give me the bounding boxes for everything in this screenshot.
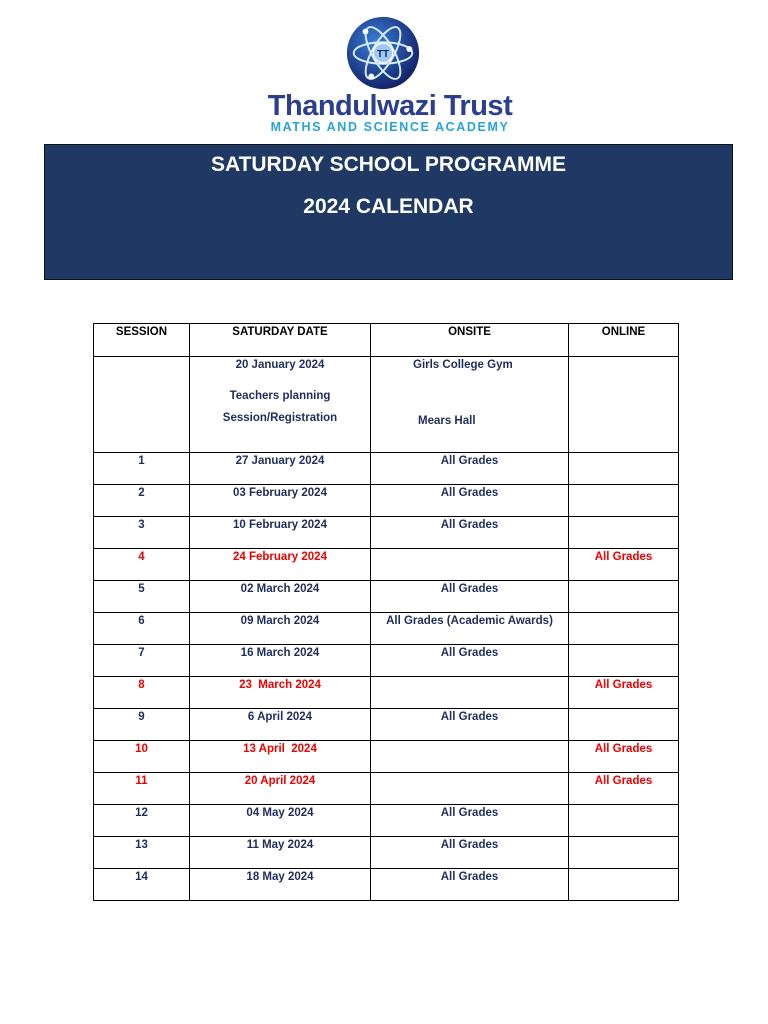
banner-subtitle: 2024 CALENDAR [303,195,474,218]
logo [0,10,768,135]
planning-date-cell [190,357,371,453]
onsite-cell: All Grades [371,837,569,869]
session-cell: 4 [94,549,190,581]
date-cell: 6 April 2024 [190,709,371,741]
onsite-cell: All Grades [371,517,569,549]
online-cell [569,805,679,837]
date-cell: 16 March 2024 [190,645,371,677]
onsite-cell: All Grades [371,869,569,901]
header-date: SATURDAY DATE [190,324,371,357]
table-row-planning [94,357,679,453]
table-row [94,453,679,485]
online-cell [569,517,679,549]
date-cell: 04 May 2024 [190,805,371,837]
table-row [94,645,679,677]
header-onsite: ONSITE [371,324,569,357]
date-cell: 24 February 2024 [190,549,371,581]
banner-title: SATURDAY SCHOOL PROGRAMME [210,153,567,176]
title-banner [44,144,733,280]
online-cell [569,613,679,645]
session-cell: 12 [94,805,190,837]
online-cell: All Grades [569,549,679,581]
header-online: ONLINE [569,324,679,357]
table-row [94,613,679,645]
online-cell [569,581,679,613]
organization-subtitle: MATHS AND SCIENCE ACADEMY [270,120,510,134]
planning-date: 20 January 2024 [235,359,325,371]
table-row [94,805,679,837]
organization-name: Thandulwazi Trust [267,90,513,122]
online-cell [569,453,679,485]
session-cell: 14 [94,869,190,901]
onsite-cell: All Grades (Academic Awards) [371,613,569,645]
online-cell: All Grades [569,741,679,773]
table-row [94,837,679,869]
table-row [94,549,679,581]
session-cell: 2 [94,485,190,517]
onsite-cell: All Grades [371,645,569,677]
planning-note-line2: Session/Registration [222,412,338,424]
session-cell: 11 [94,773,190,805]
emblem-text: TT [377,48,389,60]
onsite-cell: All Grades [371,453,569,485]
table-row [94,773,679,805]
table-row [94,581,679,613]
table-row [94,485,679,517]
header-session: SESSION [94,324,190,357]
onsite-cell: All Grades [371,485,569,517]
onsite-cell: All Grades [371,805,569,837]
online-cell [569,837,679,869]
session-cell: 10 [94,741,190,773]
date-cell: 10 February 2024 [190,517,371,549]
date-cell: 23 March 2024 [190,677,371,709]
date-cell: 09 March 2024 [190,613,371,645]
session-cell: 1 [94,453,190,485]
onsite-cell [371,677,569,709]
planning-onsite-cell [371,357,569,453]
session-cell: 6 [94,613,190,645]
date-cell: 03 February 2024 [190,485,371,517]
date-cell: 02 March 2024 [190,581,371,613]
session-cell: 9 [94,709,190,741]
online-cell [569,869,679,901]
table-row [94,517,679,549]
table-header-row [94,324,679,357]
planning-onsite-line2: Mears Hall [418,415,476,427]
online-cell: All Grades [569,677,679,709]
session-cell: 5 [94,581,190,613]
table-row [94,869,679,901]
onsite-cell [371,773,569,805]
date-cell: 13 April 2024 [190,741,371,773]
onsite-cell [371,741,569,773]
planning-onsite-line1: Girls College Gym [413,359,513,371]
planning-session-cell [94,357,190,453]
onsite-cell [371,549,569,581]
online-cell [569,709,679,741]
date-cell: 27 January 2024 [190,453,371,485]
onsite-cell: All Grades [371,581,569,613]
date-cell: 18 May 2024 [190,869,371,901]
atom-emblem-icon [344,14,422,92]
planning-note-line1: Teachers planning [229,390,331,402]
planning-online-cell [569,357,679,453]
online-cell: All Grades [569,773,679,805]
session-cell: 8 [94,677,190,709]
table-row [94,741,679,773]
online-cell [569,645,679,677]
onsite-cell: All Grades [371,709,569,741]
table-row [94,709,679,741]
session-cell: 3 [94,517,190,549]
session-cell: 13 [94,837,190,869]
calendar-table [93,323,679,901]
online-cell [569,485,679,517]
date-cell: 11 May 2024 [190,837,371,869]
date-cell: 20 April 2024 [190,773,371,805]
session-cell: 7 [94,645,190,677]
table-row [94,677,679,709]
